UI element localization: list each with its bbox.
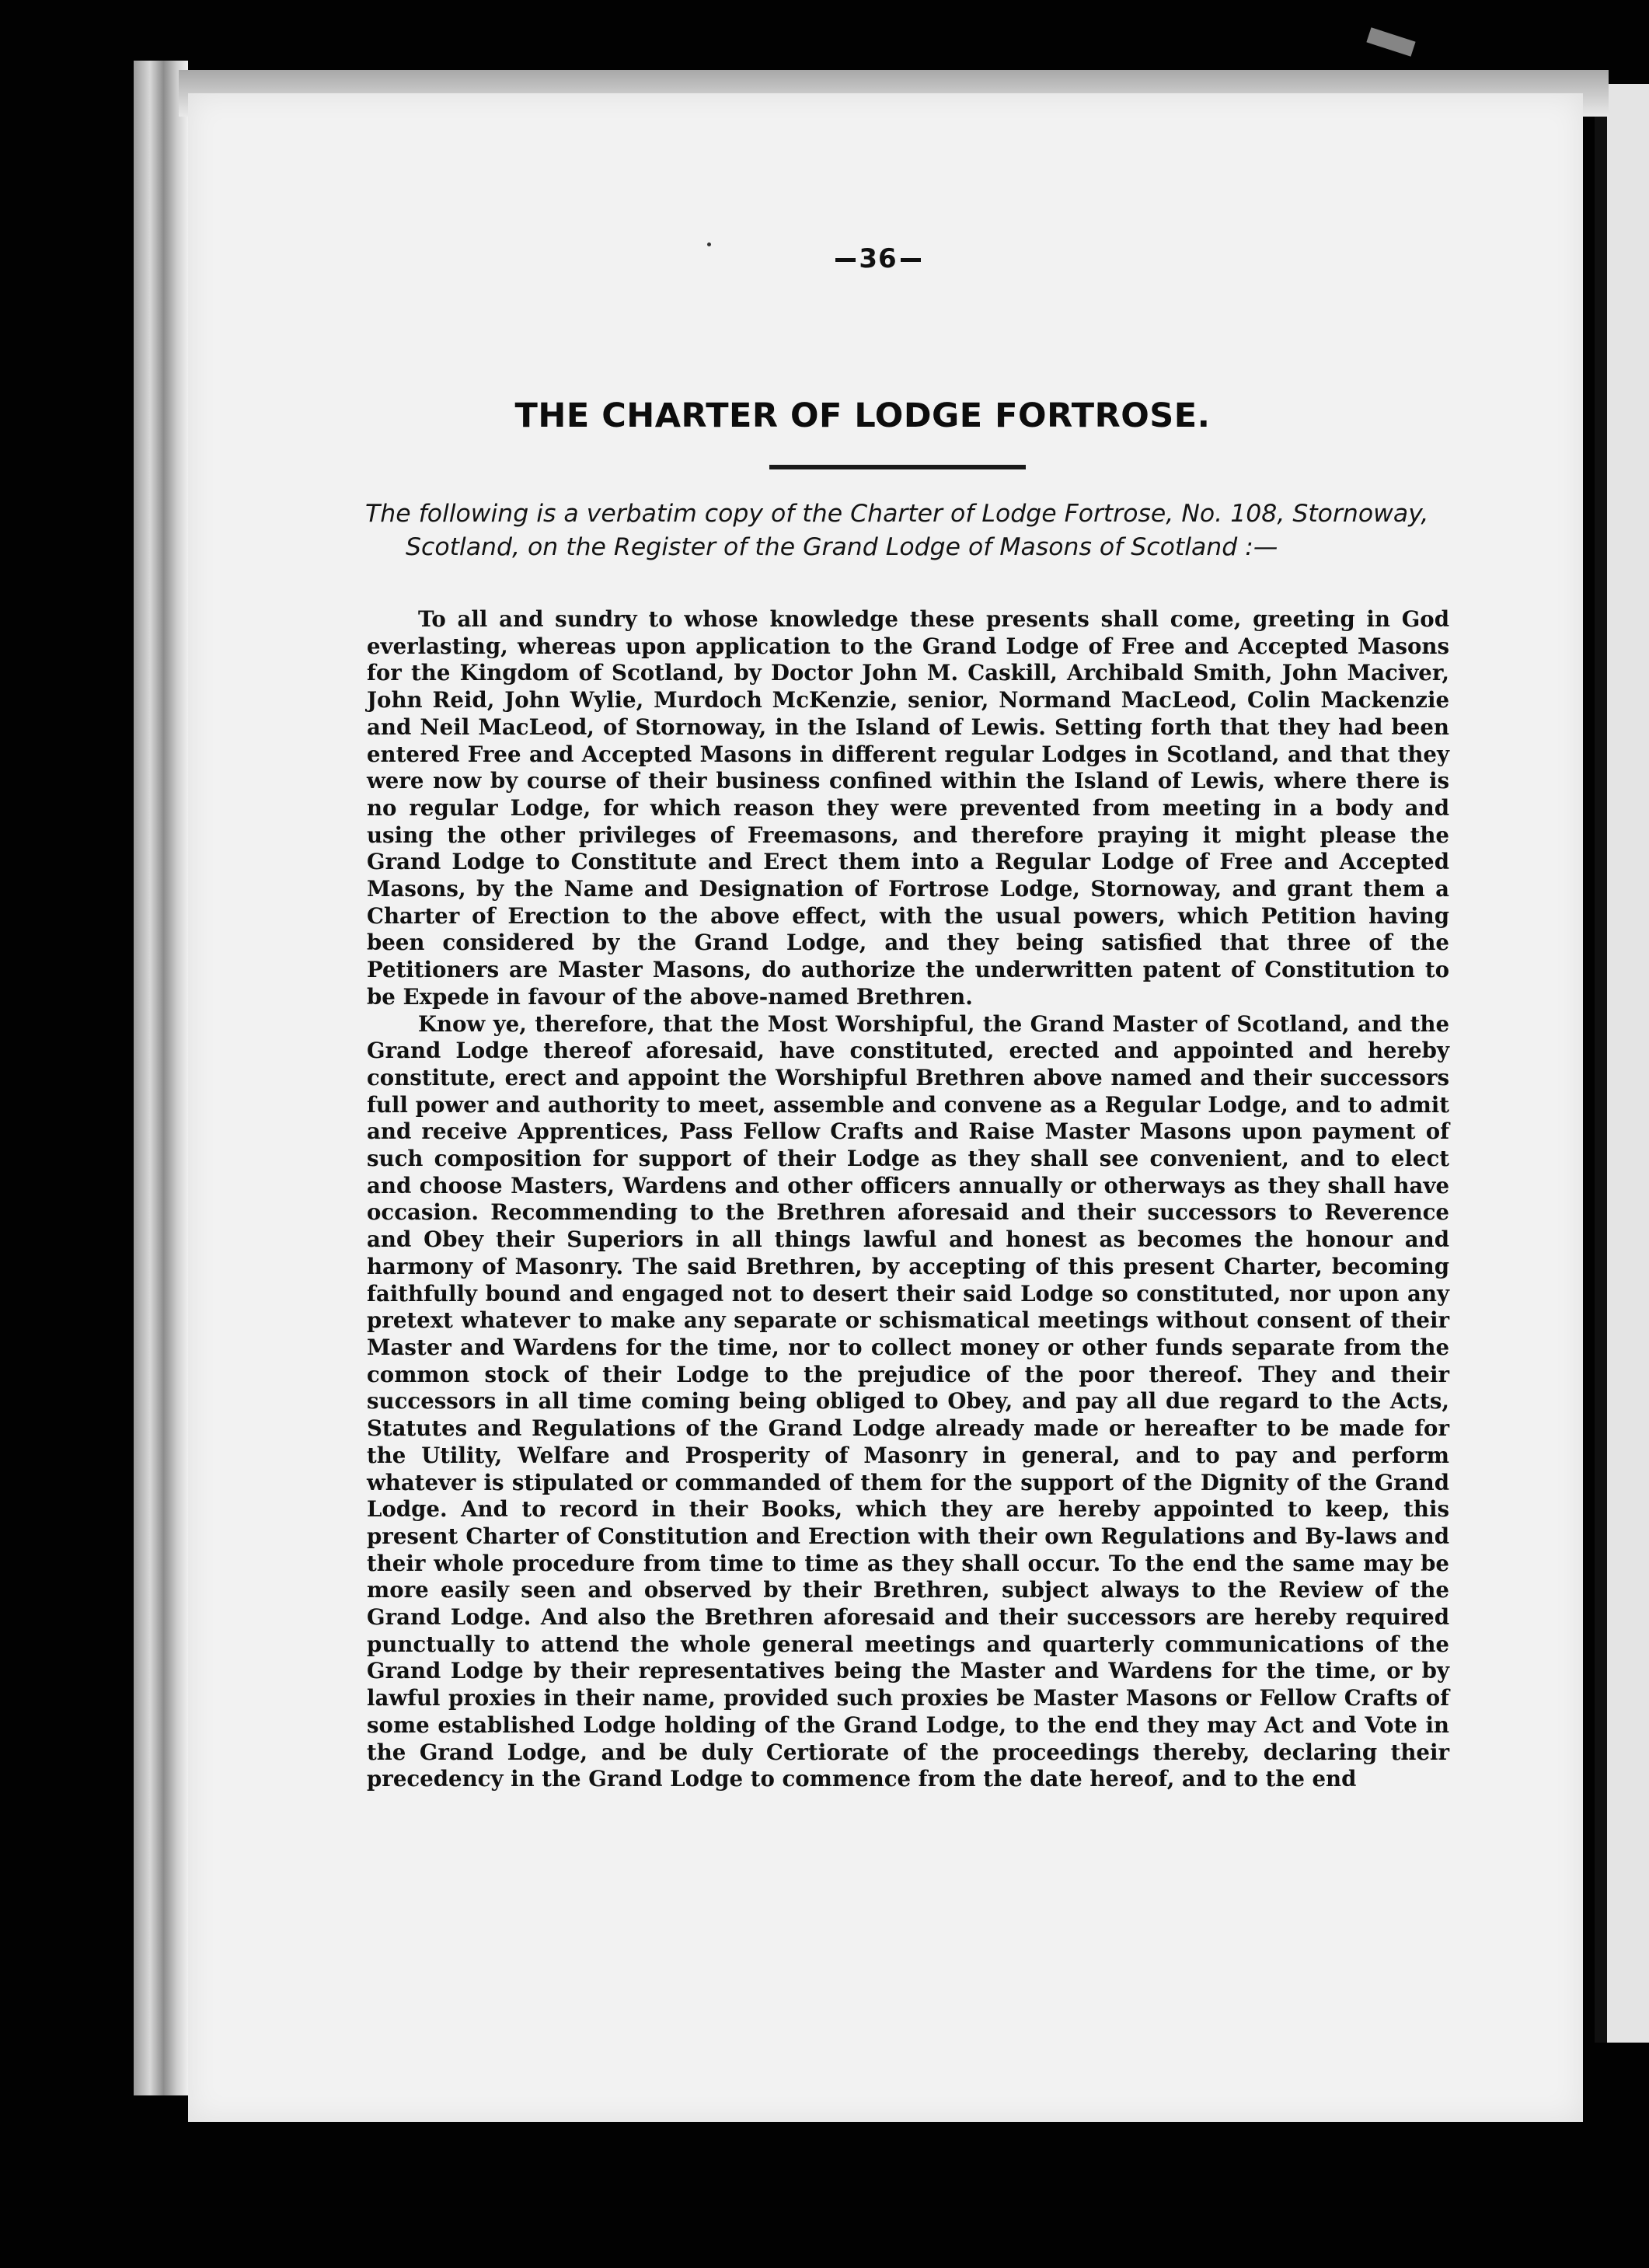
charter-paragraph-1: To all and sundry to whose knowledge these presents shall come, greeting in God everlasting, whereas upon application to the Grand Lodge of Free and Accepted Masons for the Kingdom of Scotland, by Doctor John M. Caskill, Archibald Smith, John Maciver, John Reid, John Wylie, Murdoch McKenzie, senior, Normand MacLeod, Colin Mackenzie and Neil MacLeod, of Stornoway, in the Island of Lewis. Setting forth that they had been entered Free and Accepted Masons in different regular Lodges in Scotland, and that they were now by course of their business confined within the Island of Lewis, where there is no regular Lodge, for which reason they were prevented from meeting in a body and using the other privileges of Freemasons, and therefore praying it might please the Grand Lodge to Constitute and Erect them into a Regular Lodge of Free and Accepted Masons, by the Name and Designation of Fortrose Lodge, Stornoway, and grant them a Charter of Erection to the above effect, with the usual powers, which Petition having been considered by the Grand Lodge, and they being satisfied that three of the Petitioners are Master Masons, do authorize the underwritten patent of Constitution to be Expede in favour of the above-named Brethren. (367, 606, 1449, 1010)
intro-text: The following is a verbatim copy of the Charter of Lodge Fortrose, No. 108, Stornoway, Scotland, on the Register of the Grand Lodge of Masons of Scotland :— (365, 500, 1429, 561)
page-stack-edge (134, 61, 188, 2095)
intro-note (365, 497, 1445, 564)
charter-body (367, 606, 1449, 1793)
page-title: THE CHARTER OF LODGE FORTROSE. (514, 396, 1211, 435)
page-number-dash-left (835, 258, 856, 262)
page-number-dash-right (901, 258, 921, 262)
print-speck (707, 243, 711, 246)
charter-paragraph-2: Know ye, therefore, that the Most Worshipful, the Grand Master of Scotland, and the Grand Lodge thereof aforesaid, have constituted, erected and appointed and hereby constitute, erect and appoint the Worshipful Brethren above named and their successors full power and authority to meet, assemble and convene as a Regular Lodge, and to admit and receive Apprentices, Pass Fellow Crafts and Raise Master Masons upon payment of such composition for support of their Lodge as they shall see convenient, and to elect and choose Masters, Wardens and other officers annually or otherways as they shall have occasion. Recommending to the Brethren aforesaid and their successors to Reverence and Obey their Superiors in all things lawful and honest as becomes the honour and harmony of Masonry. The said Brethren, by accepting of this present Charter, becoming faithfully bound and engaged not to desert their said Lodge so constituted, nor upon any pretext whatever to make any separate or schismatical meetings without consent of their Master and Wardens for the time, nor to collect money or other funds separate from the common stock of their Lodge to the prejudice of the poor thereof. They and their successors in all time coming being obliged to Obey, and pay all due regard to the Acts, Statutes and Regulations of the Grand Lodge already made or hereafter to be made for the Utility, Welfare and Prosperity of Masonry in general, and to pay and perform whatever is stipulated or commanded of them for the support of the Dignity of the Grand Lodge. And to record in their Books, which they are hereby appointed to keep, this present Charter of Constitution and Erection with their own Regulations and By-laws and their whole procedure from time to time as they shall occur. To the end the same may be more easily seen and observed by their Brethren, subject always to the Review of the Grand Lodge. And also the Brethren aforesaid and their successors are hereby required punctually to attend the whole general meetings and quarterly communications of the Grand Lodge by their representatives being the Master and Wardens for the time, or by lawful proxies in their name, provided such proxies be Master Masons or Fellow Crafts of some established Lodge holding of the Grand Lodge, to the end they may Act and Vote in the Grand Lodge, and be duly Certiorate of the proceedings thereby, declaring their precedency in the Grand Lodge to commence from the date hereof, and to the end (367, 1010, 1449, 1792)
page-number-value: 36 (859, 243, 898, 274)
adjacent-page-edge (1595, 84, 1649, 2043)
title-rule (769, 465, 1026, 469)
page-number (816, 243, 940, 274)
